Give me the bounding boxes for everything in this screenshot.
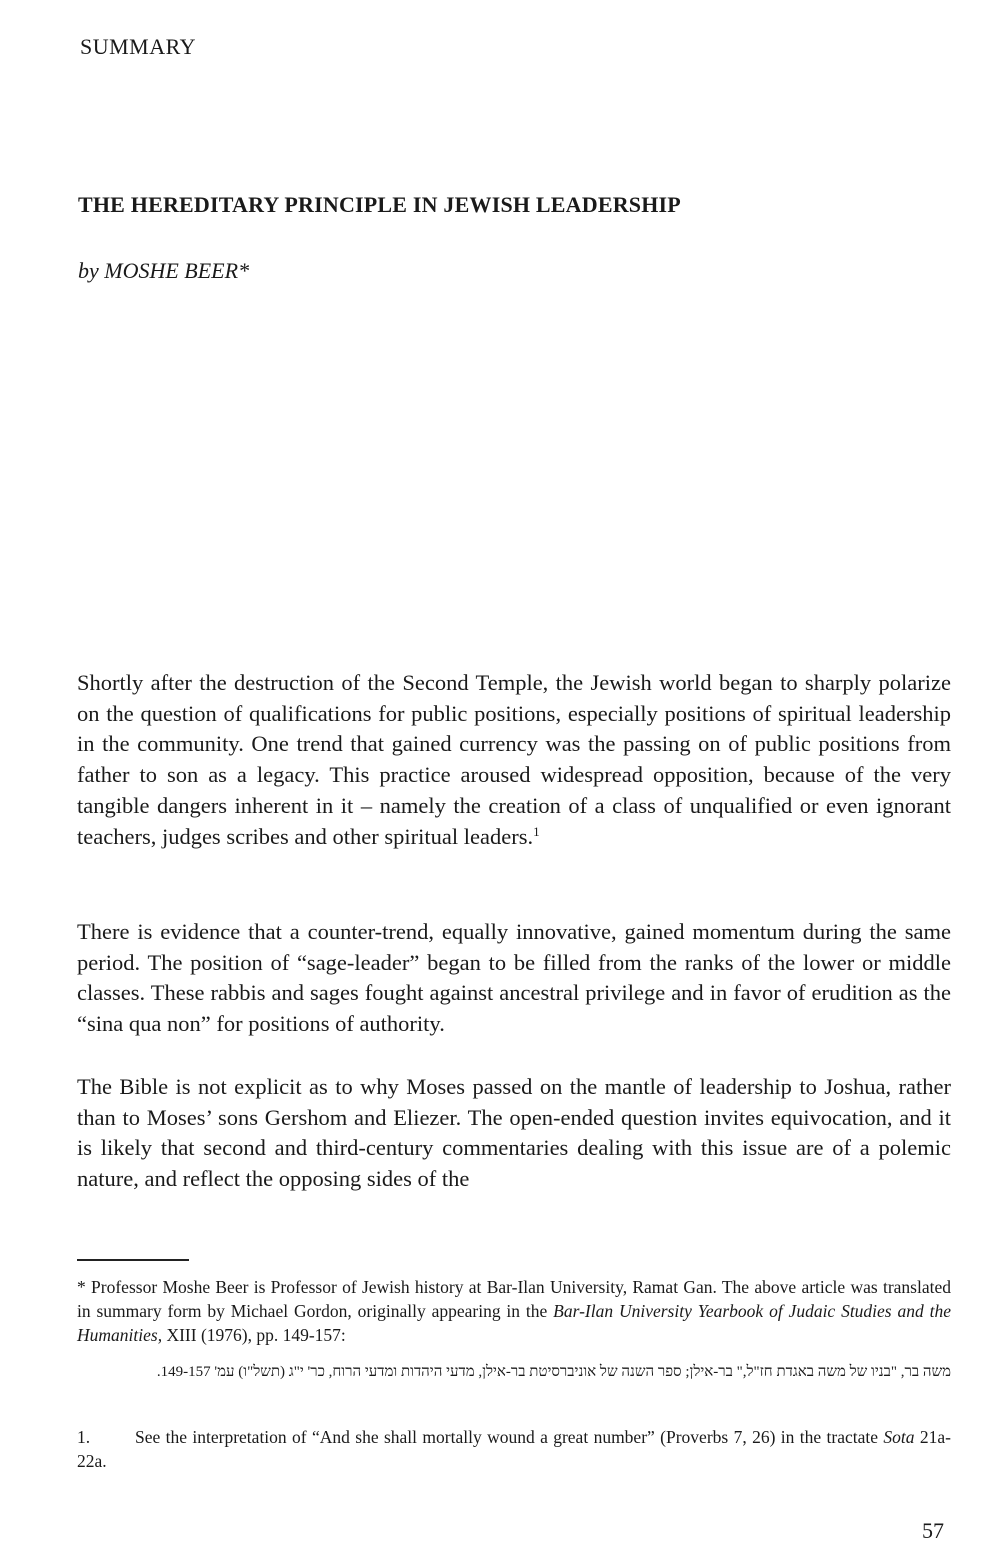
footnote-divider — [77, 1259, 189, 1261]
byline-prefix: by — [78, 258, 99, 283]
footnote-1-locator: 21a-22a. — [77, 1427, 951, 1471]
author-footnote — [77, 1276, 951, 1347]
section-label: SUMMARY — [80, 34, 196, 59]
hebrew-citation: משה בר, "בניו של משה באגדת חז"ל," בר-אילן; ספר השנה של אוניברסיטת בר-אילן, מדעי היהדות ומדעי הרוח, כר' י"ג (תשל"ו) עמ' 149-157. — [156, 1364, 951, 1380]
footnote-1-number: 1. — [77, 1427, 91, 1447]
footnote-1-text: See the interpretation of “And she shall mortally wound a great number” (Proverbs 7, 26) in the tractate — [135, 1427, 884, 1447]
footnote-1-work: Sota — [883, 1427, 915, 1447]
journal-title: Bar-Ilan University Yearbook of Judaic Studies and the Humanities, — [77, 1300, 951, 1345]
author-name: MOSHE BEER — [104, 258, 239, 283]
body-paragraph-2: There is evidence that a counter-trend, equally innovative, gained momentum during the same period. The position of “sage-leader” began to be filled from the ranks of the lower or middle classes. These rabbis and sages fought against ancestral privilege and in favor of erudition as the “sina qua non” for positions of authority. — [77, 919, 951, 1037]
footnote-reference-1: 1 — [533, 823, 540, 839]
journal-citation: XIII (1976), pp. 149-157: — [162, 1324, 346, 1345]
footnote-1 — [77, 1426, 951, 1474]
body-paragraph-1 — [77, 668, 951, 852]
byline — [78, 258, 249, 284]
author-footnote-text: * Professor Moshe Beer is Professor of Jewish history at Bar-Ilan University, Ramat Gan. The above article was translated in summary form by Michael Gordon, originally appearing in the — [77, 1277, 951, 1321]
page-number: 57 — [922, 1518, 944, 1543]
article-title: THE HEREDITARY PRINCIPLE IN JEWISH LEADERSHIP — [78, 192, 681, 217]
body-paragraph-3: The Bible is not explicit as to why Moses passed on the mantle of leadership to Joshua, rather than to Moses’ sons Gershom and Eliezer. The open-ended question invites equivocation, and it is likely that second and third-century commentaries dealing with this issue are of a polemic nature, and reflect the opposing sides of the — [77, 1074, 951, 1192]
author-footnote-mark: * — [238, 258, 250, 283]
paragraph-1-text: Shortly after the destruction of the Second Temple, the Jewish world began to sharply polarize on the question of qualifications for public positions, especially positions of spiritual leadership in the community. One trend that gained currency was the passing on of public positions from father to son as a legacy. This practice aroused widespread opposition, because of the very tangible dangers inherent in it – namely the creation of a class of unqualified or even ignorant teachers, judges scribes and other spiritual leaders. — [77, 670, 951, 849]
